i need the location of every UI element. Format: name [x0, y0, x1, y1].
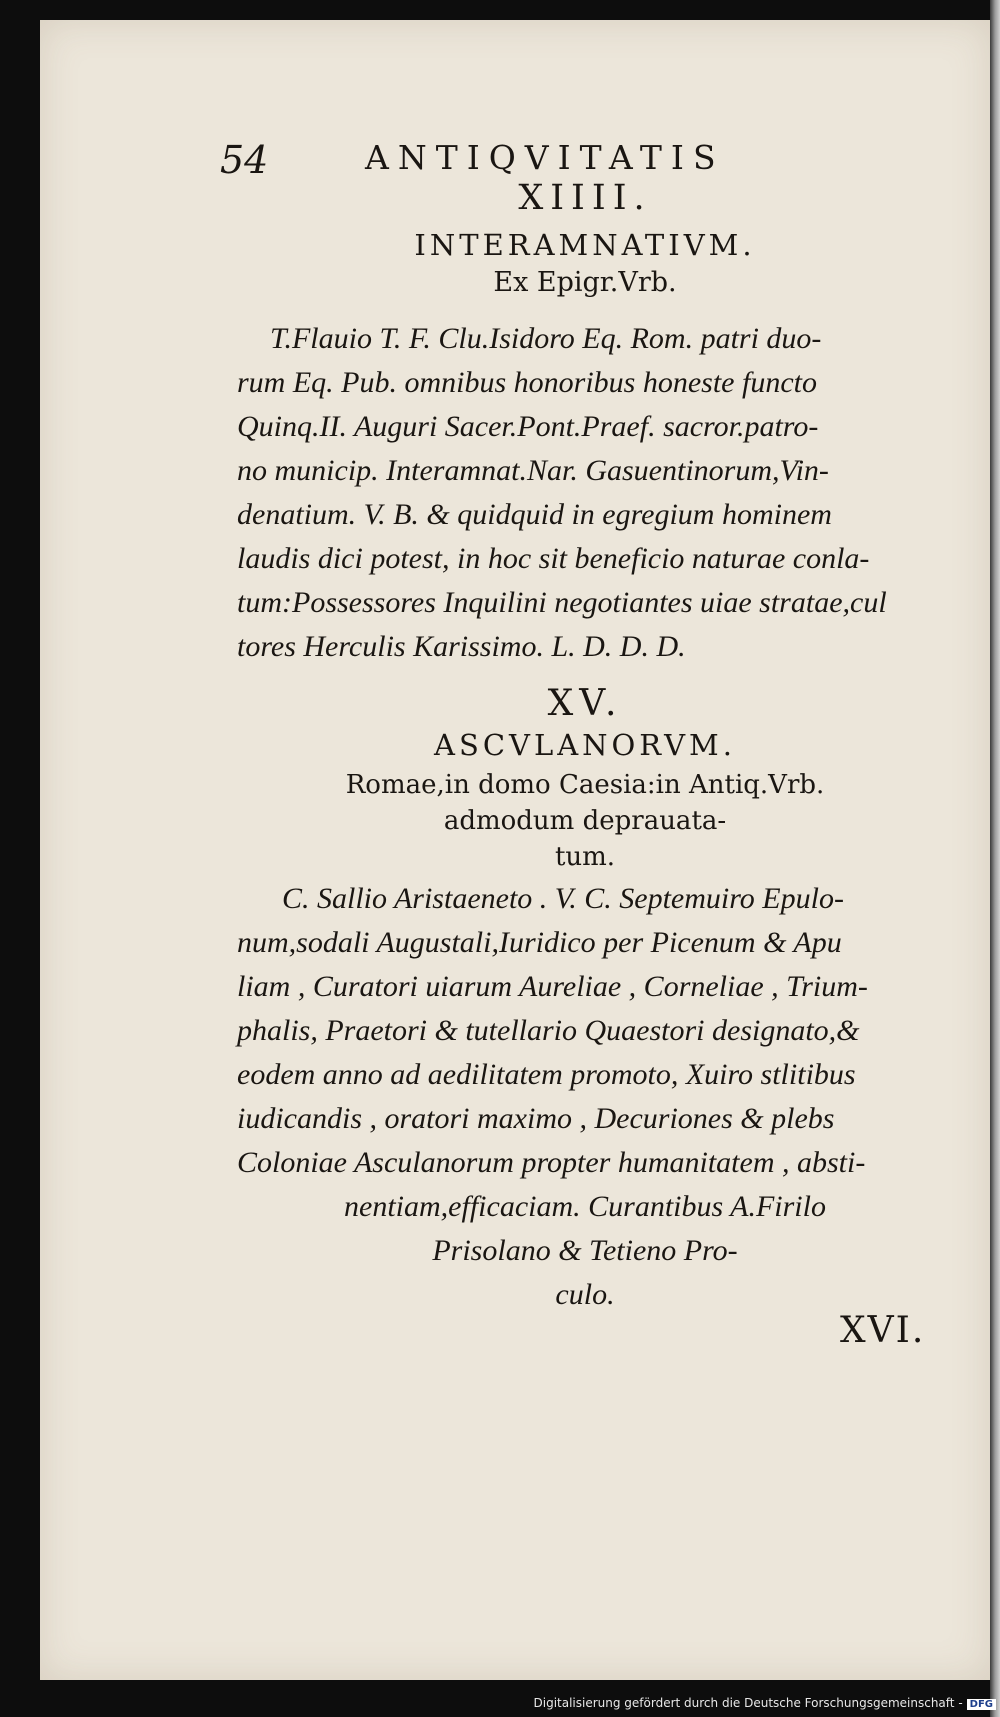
section-numeral: XV. — [547, 683, 623, 724]
section-numeral: XIIII. — [518, 178, 652, 218]
inscription-line: num,sodali Augustali,Iuridico per Picenum & Apu — [237, 926, 842, 959]
inscription-line: no municip. Interamnat.Nar. Gasuentinorum,Vin- — [237, 454, 829, 487]
inscription-line: phalis, Praetori & tutellario Quaestori designato,& — [237, 1014, 860, 1047]
inscription-line: Coloniae Asculanorum propter humanitatem , absti- — [237, 1146, 866, 1179]
catchword: XVI. — [840, 1310, 926, 1351]
inscription-line: tores Herculis Karissimo. L. D. D. D. — [237, 630, 686, 663]
inscription-line: iudicandis , oratori maximo , Decuriones & plebs — [237, 1102, 835, 1135]
inscription-line: nentiam,efficaciam. Curantibus A.Firilo — [344, 1190, 826, 1223]
inscription-line: rum Eq. Pub. omnibus honoribus honeste functo — [237, 366, 817, 399]
dfg-logo-icon: DFG — [967, 1699, 996, 1710]
inscription-line: denatium. V. B. & quidquid in egregium hominem — [237, 498, 832, 531]
inscription-line: tum:Possessores Inquilini negotiantes uiae stratae,cul — [237, 586, 887, 619]
inscription-line: T.Flauio T. F. Clu.Isidoro Eq. Rom. patri duo- — [270, 322, 822, 355]
section-source: admodum deprauata- — [443, 806, 727, 836]
inscription-line: laudis dici potest, in hoc sit beneficio naturae conla- — [237, 542, 870, 575]
page-number: 54 — [220, 138, 269, 182]
section-source: Ex Epigr.Vrb. — [493, 267, 677, 298]
digitization-footer — [0, 1696, 1000, 1717]
inscription-line: C. Sallio Aristaeneto . V. C. Septemuiro Epulo- — [282, 882, 844, 915]
section-title: INTERAMNATIVM. — [414, 228, 756, 262]
running-head: ANTIQVITATIS — [365, 138, 725, 177]
section-source: tum. — [554, 842, 616, 872]
inscription-line: Quinq.II. Auguri Sacer.Pont.Praef. sacror.patro- — [237, 410, 819, 443]
section-title: ASCVLANORVM. — [434, 728, 736, 762]
inscription-line: culo. — [555, 1278, 615, 1311]
inscription-line: Prisolano & Tetieno Pro- — [432, 1234, 738, 1267]
section-source: Romae,in domo Caesia:in Antiq.Vrb. — [345, 770, 825, 800]
footer-text: Digitalisierung gefördert durch die Deutsche Forschungsgemeinschaft - — [533, 1696, 963, 1710]
inscription-line: eodem anno ad aedilitatem promoto, Xuiro stlitibus — [237, 1058, 856, 1091]
page-edge-shadow — [990, 0, 1000, 1717]
inscription-line: liam , Curatori uiarum Aureliae , Corneliae , Trium- — [237, 970, 868, 1003]
